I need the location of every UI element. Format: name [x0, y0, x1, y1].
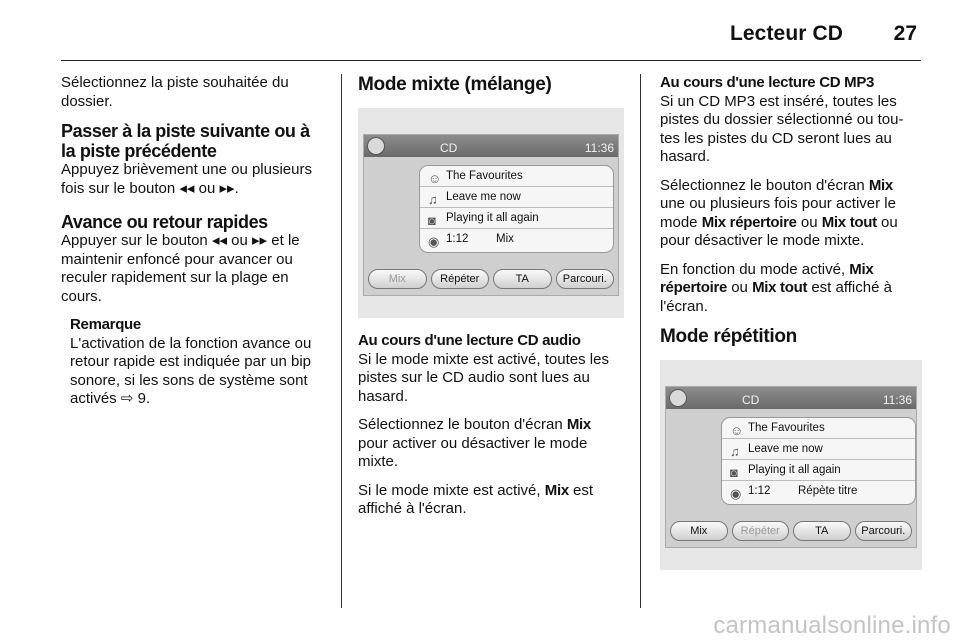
text: L'activation de la fonction avance ou retour rapide est indiquée par un bip sonore, si les sons de système sont activés — [70, 334, 312, 407]
bold-text: Mix — [566, 416, 591, 433]
bold-text: Mix — [544, 481, 569, 499]
text: et le maintenir enfoncé pour avancer ou reculer rapidement sur la plage en cours. — [61, 232, 300, 305]
text: ou — [227, 232, 253, 249]
column-3 — [660, 74, 922, 584]
next-track-text — [61, 161, 324, 198]
mode-label: Mix — [496, 233, 514, 245]
repeat-button[interactable]: Répéter — [732, 521, 790, 541]
intro-text: Sélectionnez la piste souhaitée du dossier. — [61, 74, 289, 110]
display — [665, 386, 917, 548]
elapsed-time: 1:12 — [446, 233, 469, 245]
artist-name: The Favourites — [446, 170, 523, 182]
back-icon — [669, 389, 687, 407]
list-item — [722, 460, 915, 481]
heading-repeat-mode: Mode répétition — [660, 326, 797, 347]
display-topbar — [364, 135, 618, 157]
screen-mix — [358, 108, 624, 318]
text: . — [234, 179, 239, 197]
album-icon: ◙ — [730, 465, 738, 480]
mix-button[interactable]: Mix — [368, 269, 427, 289]
fast-forward-icon: ▸▸ — [252, 232, 268, 249]
clock: 11:36 — [584, 141, 614, 155]
note-title: Remarque — [70, 316, 141, 333]
text: Appuyer sur le bouton — [61, 232, 212, 249]
bold-text: Mix répertoire — [701, 213, 797, 231]
track-info-list — [419, 165, 614, 253]
text: En fonction du mode activé, — [660, 260, 850, 278]
select-mix-text — [358, 416, 624, 472]
browse-button[interactable]: Parcouri. — [556, 269, 615, 289]
disc-icon: ◉ — [428, 234, 440, 249]
page-title: Lecteur CD — [729, 22, 843, 45]
text: pour activer ou désactiver le mode mixte. — [358, 434, 588, 470]
note-text — [70, 335, 324, 409]
list-item — [722, 418, 915, 439]
mp3-cd-text: Si un CD MP3 est inséré, toutes les pistes du dossier sélectionné ou tou- tes les pistes du CD seront lues au hasard. — [660, 92, 904, 165]
text: Sélectionnez le bouton d'écran — [358, 416, 567, 433]
source-label: CD — [440, 141, 458, 155]
column-divider — [640, 74, 641, 608]
list-item — [420, 208, 613, 229]
text: ou — [727, 279, 753, 296]
track-name: Leave me now — [748, 443, 823, 455]
text: Si le mode mixte est activé, — [358, 481, 545, 499]
heading-next-track: Passer à la piste suivante ou à la piste précédente — [61, 121, 310, 161]
bold-text: Mix répertoire — [660, 260, 874, 296]
note-icon: ♫ — [428, 192, 438, 207]
note-block — [61, 316, 324, 409]
elapsed-time: 1:12 — [748, 485, 771, 497]
display — [363, 134, 619, 296]
artist-name: The Favourites — [748, 422, 825, 434]
bold-text: Mix tout — [821, 213, 877, 231]
heading-mp3-cd: Au cours d'une lecture CD MP3 — [660, 74, 875, 91]
album-name: Playing it all again — [446, 212, 539, 224]
list-item — [722, 481, 915, 502]
track-info-list — [721, 417, 916, 505]
back-icon — [367, 137, 385, 155]
page-number: 27 — [893, 22, 917, 45]
list-item — [420, 229, 613, 250]
source-label: CD — [742, 393, 760, 407]
text: une ou plusieurs fois pour activer le mode — [660, 195, 896, 231]
list-item — [420, 166, 613, 187]
ta-button[interactable]: TA — [793, 521, 851, 541]
text: est affiché à l'écran. — [358, 481, 594, 517]
artist-icon: ☺ — [428, 171, 442, 186]
bold-text: Mix tout — [752, 279, 808, 296]
heading-audio-cd: Au cours d'une lecture CD audio — [358, 332, 581, 349]
mix-button[interactable]: Mix — [670, 521, 728, 541]
album-name: Playing it all again — [748, 464, 841, 476]
mode-displayed-text — [660, 261, 922, 317]
fast-forward-text — [61, 232, 324, 306]
text: ou pour désactiver le mode mixte. — [660, 213, 898, 249]
bold-text: Mix — [868, 176, 893, 194]
rewind-icon: ◂◂ — [211, 232, 227, 249]
fast-forward-icon: ▸▸ — [219, 179, 235, 197]
header-divider — [61, 60, 921, 61]
track-name: Leave me now — [446, 191, 521, 203]
text: est affiché à l'écran. — [660, 279, 892, 315]
display-topbar — [666, 387, 916, 409]
text: 9. — [133, 390, 151, 407]
audio-cd-text: Si le mode mixte est activé, toutes les pistes sur le CD audio sont lues au hasard. — [358, 350, 609, 405]
clock: 11:36 — [882, 393, 912, 407]
text: ou — [194, 179, 220, 197]
list-item — [722, 439, 915, 460]
heading-fast-forward: Avance ou retour rapides — [61, 212, 268, 232]
album-icon: ◙ — [428, 213, 436, 228]
repeat-button[interactable]: Répéter — [431, 269, 490, 289]
disc-icon: ◉ — [730, 486, 742, 501]
mode-label: Répète titre — [798, 485, 858, 497]
column-1 — [61, 74, 324, 415]
watermark: carmanualsonline.info — [713, 612, 951, 639]
page-ref-icon: ⇨ — [120, 390, 134, 407]
text: Sélectionnez le bouton d'écran — [660, 176, 869, 194]
rewind-icon: ◂◂ — [179, 179, 195, 197]
heading-mix-mode: Mode mixte (mélange) — [358, 74, 552, 95]
column-divider — [341, 74, 342, 608]
text: Appuyez brièvement une ou plusieurs fois sur le bouton — [61, 161, 312, 197]
screen-repeat — [660, 360, 922, 570]
screen-buttons — [368, 269, 614, 289]
note-icon: ♫ — [730, 444, 740, 459]
text: ou — [796, 213, 822, 231]
page-header — [61, 12, 921, 58]
ta-button[interactable]: TA — [493, 269, 552, 289]
mix-displayed-text — [358, 482, 624, 519]
list-item — [420, 187, 613, 208]
select-mix-mp3-text — [660, 177, 922, 251]
browse-button[interactable]: Parcouri. — [855, 521, 913, 541]
column-2 — [358, 74, 624, 529]
artist-icon: ☺ — [730, 423, 744, 438]
screen-buttons — [670, 521, 912, 541]
